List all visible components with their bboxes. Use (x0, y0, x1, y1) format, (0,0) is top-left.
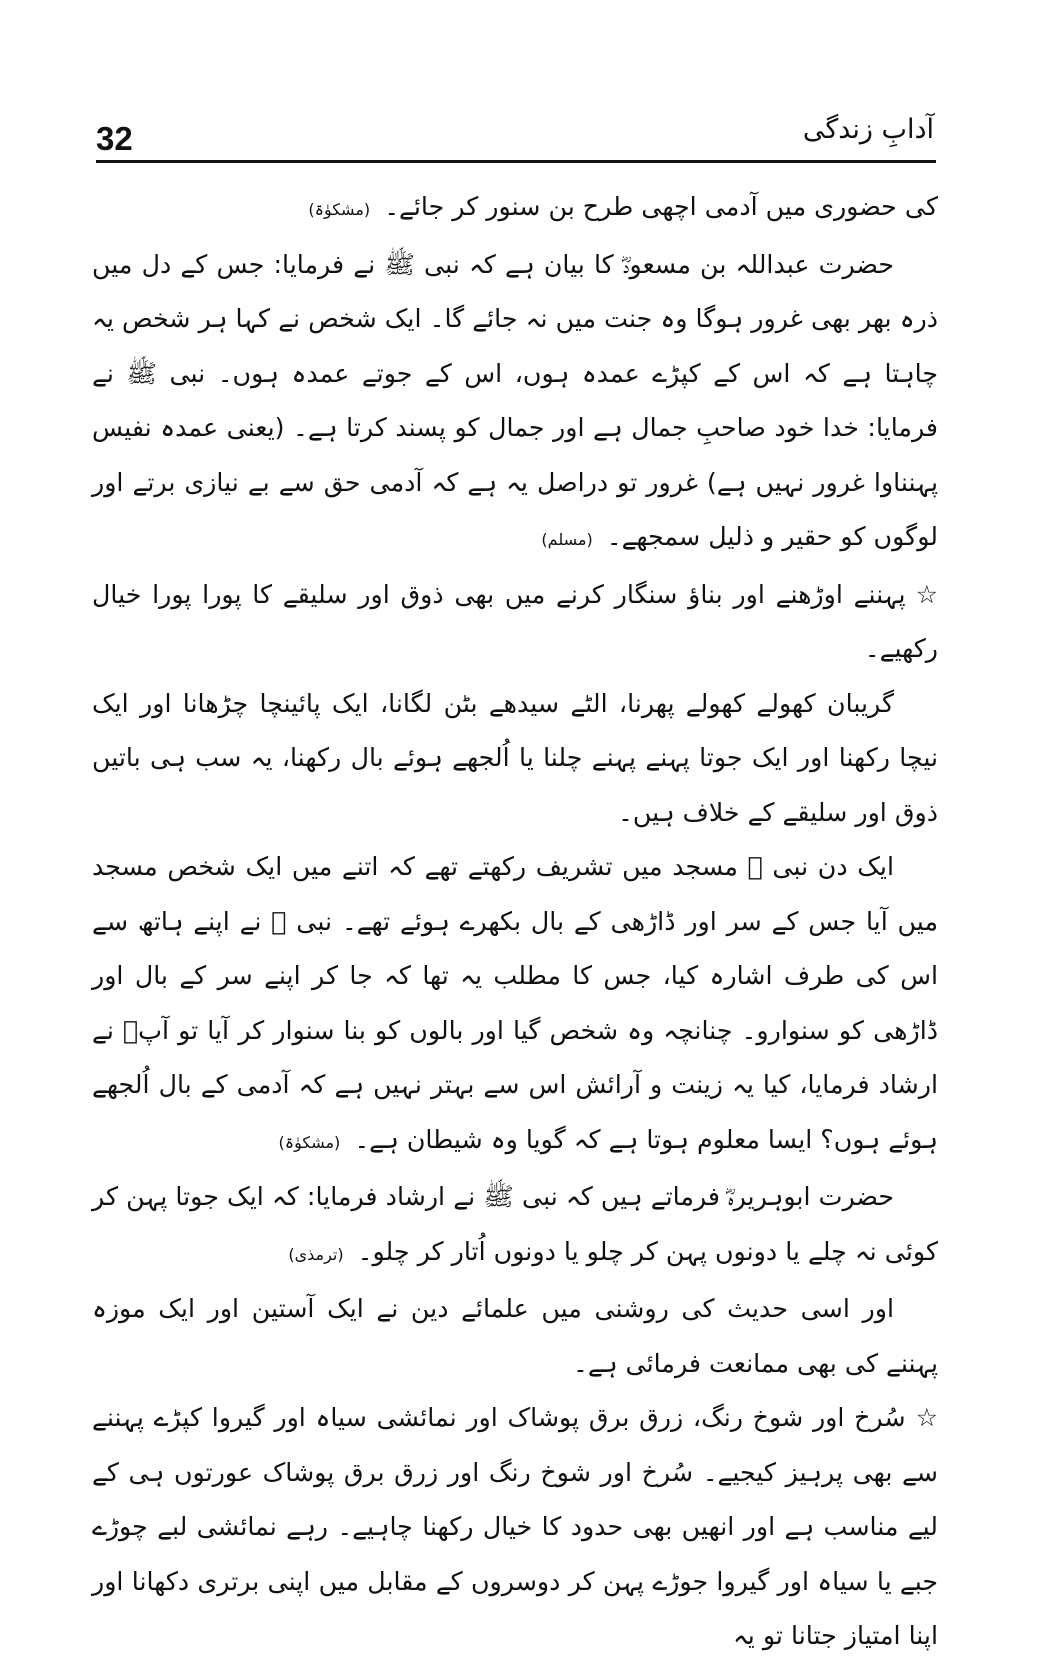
running-title: آدابِ زندگی (802, 114, 934, 145)
paragraph-text: کی حضوری میں آدمی اچھی طرح بن سنور کر جائے۔ (384, 192, 938, 221)
paragraph-mosque-hadith (92, 840, 938, 1170)
page-header (96, 108, 934, 158)
page-number: 32 (96, 120, 133, 157)
header-rule (96, 160, 936, 163)
paragraph-ulama-ruling (92, 1282, 938, 1391)
paragraph-text: گریبان کھولے کھولے پھرنا، الٹے سیدھے بٹن لگانا، ایک پائینچا چڑھانا اور ایک نیچا رکھنا اور ایک جوتا پہنے پہنے چلنا یا اُلجھے ہوئے بال رکھنا، یہ سب ہی باتیں ذوق اور سلیقے کے خلاف ہیں۔ (92, 688, 938, 827)
paragraph-text: پہننے اوڑھنے اور بناؤ سنگار کرنے میں بھی ذوق اور سلیقے کا پورا پورا خیال رکھیے۔ (92, 579, 938, 663)
citation: (ترمذی) (288, 1244, 344, 1264)
paragraph-text: حضرت عبداللہ بن مسعودؓ کا بیان ہے کہ نبی ﷺ نے فرمایا: جس کے دل میں ذرہ بھر بھی غرور ہوگا وہ جنت میں نہ جائے گا۔ ایک شخص نے کہا ہر شخص یہ چاہتا ہے کہ اس کے کپڑے عمدہ ہوں، اس کے جوتے عمدہ ہوں۔ نبی ﷺ نے فرمایا: خدا خود صاحبِ جمال ہے اور جمال کو پسند کرتا ہے۔ (یعنی عمدہ نفیس پہنناوا غرور نہیں ہے) غرور تو دراصل یہ ہے کہ آدمی حق سے بے نیازی برتے اور لوگوں کو حقیر و ذلیل سمجھے۔ (92, 249, 938, 551)
citation: (مشکوٰۃ) (308, 200, 371, 219)
paragraph-text: اور اسی حدیث کی روشنی میں علمائے دین نے ایک آستین اور ایک موزہ پہننے کی بھی ممانعت فرمائی ہے۔ (92, 1294, 938, 1378)
paragraph-star-colors (92, 1391, 938, 1664)
star-outline-icon: ☆ (915, 579, 938, 609)
paragraph-star-taste (92, 568, 938, 677)
star-outline-icon: ☆ (915, 1403, 938, 1432)
paragraph-abu-hurairah-hadith (92, 1170, 938, 1282)
paragraph-text: ایک دن نبی ﷺ مسجد میں تشریف رکھتے تھے کہ اتنے میں ایک شخص مسجد میں آیا جس کے سر اور ڈاڑھی کے بال بکھرے ہوئے تھے۔ نبی ﷺ نے اپنے ہاتھ سے اس کی طرف اشارہ کیا، جس کا مطلب یہ تھا کہ جا کر اپنے سر کے بال اور ڈاڑھی کو سنوارو۔ چنانچہ وہ شخص گیا اور بالوں کو بنا سنوار کر آیا تو آپؐ نے ارشاد فرمایا، کیا یہ زینت و آرائش اس سے بہتر نہیں ہے کہ آدمی کے بال اُلجھے ہوئے ہوں؟ ایسا معلوم ہوتا ہے کہ گویا وہ شیطان ہے۔ (92, 852, 938, 1154)
paragraph-text: حضرت ابوہریرہؓ فرماتے ہیں کہ نبی ﷺ نے ارشاد فرمایا: کہ ایک جوتا پہن کر کوئی نہ چلے یا دونوں پہن کر چلو یا دونوں اُتار کر چلو۔ (92, 1182, 938, 1266)
paragraph-collar-buttons (92, 677, 938, 841)
paragraph-continuation (92, 180, 938, 238)
paragraph-text: سُرخ اور شوخ رنگ، زرق برق پوشاک اور نمائشی سیاہ اور گیروا کپڑے پہننے سے بھی پرہیز کیجیے۔ سُرخ اور شوخ رنگ اور زرق برق پوشاک عورتوں ہی کے لیے مناسب ہے اور انھیں بھی حدود کا خیال رکھنا چاہیے۔ رہے نمائشی لبے چوڑے جبے یا سیاہ اور گیروا جوڑے پہن کر دوسروں کے مقابل میں اپنی برتری دکھانا اور اپنا امتیاز جتانا تو یہ (92, 1403, 938, 1650)
page-body (92, 180, 938, 1664)
citation: (مشکوٰۃ) (278, 1132, 341, 1152)
citation: (مسلم) (541, 530, 593, 549)
paragraph-ibn-masud-hadith (92, 238, 938, 568)
